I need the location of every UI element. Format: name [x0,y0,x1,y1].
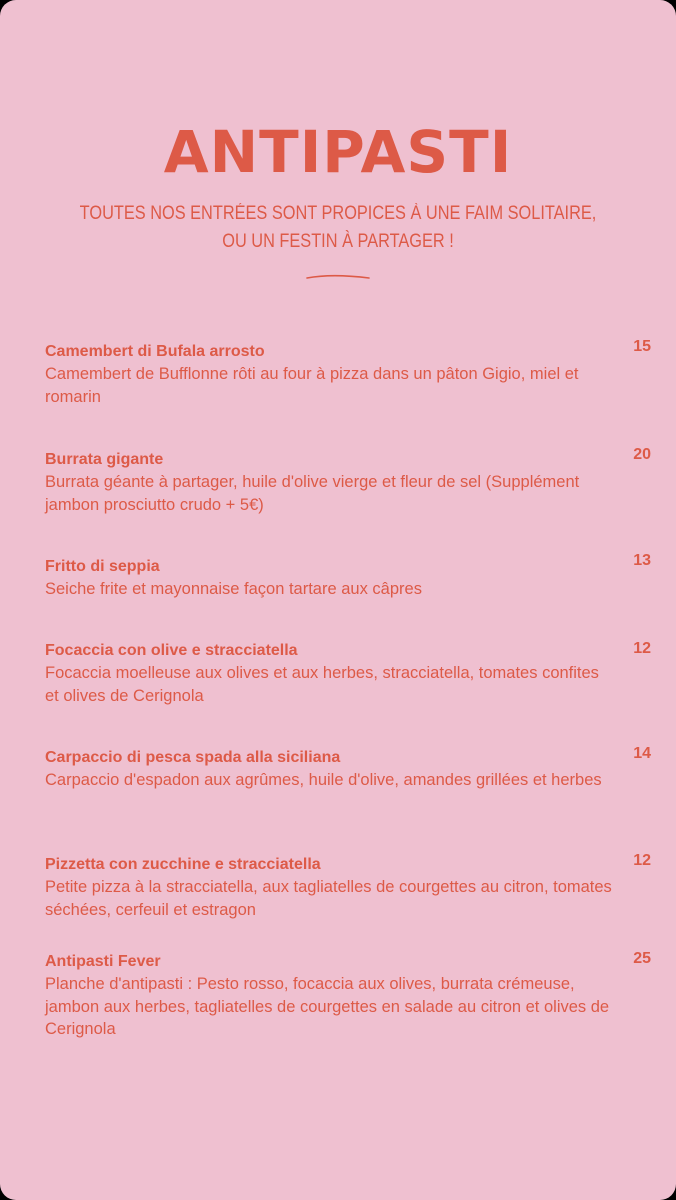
menu-item-price: 20 [633,446,651,463]
menu-item-name: Burrata gigante [45,451,164,468]
menu-item-name: Fritto di seppia [45,558,160,575]
menu-item-name: Pizzetta con zucchine e stracciatella [45,856,321,873]
subtitle-line-1: TOUTES NOS ENTRÉES SONT PROPICES À UNE FAIM SOLITAIRE, [79,203,597,224]
menu-item-price: 14 [633,745,651,762]
menu-item [45,951,655,1041]
menu-item-description: Focaccia moelleuse aux olives et aux herbes, stracciatella, tomates confites et olives de Cerignola [45,664,599,705]
menu-item-name: Camembert di Bufala arrosto [45,343,265,360]
menu-item-price: 12 [633,640,651,657]
menu-item-description: Camembert de Bufflonne rôti au four à pizza dans un pâton Gigio, miel et romarin [45,365,579,406]
menu-item-name: Antipasti Fever [45,953,161,970]
menu-item [45,640,655,707]
menu-item-price: 13 [633,552,651,569]
menu-item-description: Carpaccio d'espadon aux agrûmes, huile d'olive, amandes grillées et herbes [45,771,602,789]
menu-item-description: Seiche frite et mayonnaise façon tartare aux câpres [45,580,422,598]
menu-item-description: Petite pizza à la stracciatella, aux tagliatelles de courgettes au citron, tomates séchées, cerfeuil et estragon [45,878,612,919]
menu-item-name: Focaccia con olive e stracciatella [45,642,298,659]
menu-item [45,338,655,408]
menu-item-description: Burrata géante à partager, huile d'olive vierge et fleur de sel (Supplément jambon prosciutto crudo + 5€) [45,473,580,514]
menu-item-name: Carpaccio di pesca spada alla siciliana [45,749,341,766]
menu-item-description: Planche d'antipasti : Pesto rosso, focaccia aux olives, burrata crémeuse, jambon aux herbes, tagliatelles de courgettes en salade au citron et olives de Cerignola [45,975,610,1038]
page-title: ANTIPASTI [163,118,513,186]
menu-item [45,854,655,921]
menu-item-price: 25 [633,950,651,967]
menu-item [45,552,655,601]
menu-item [45,446,655,516]
menu-item [45,747,655,792]
menu-item-price: 12 [633,852,651,869]
menu-item-price: 15 [633,338,651,355]
subtitle-line-2: OU UN FESTIN À PARTAGER ! [222,231,454,252]
